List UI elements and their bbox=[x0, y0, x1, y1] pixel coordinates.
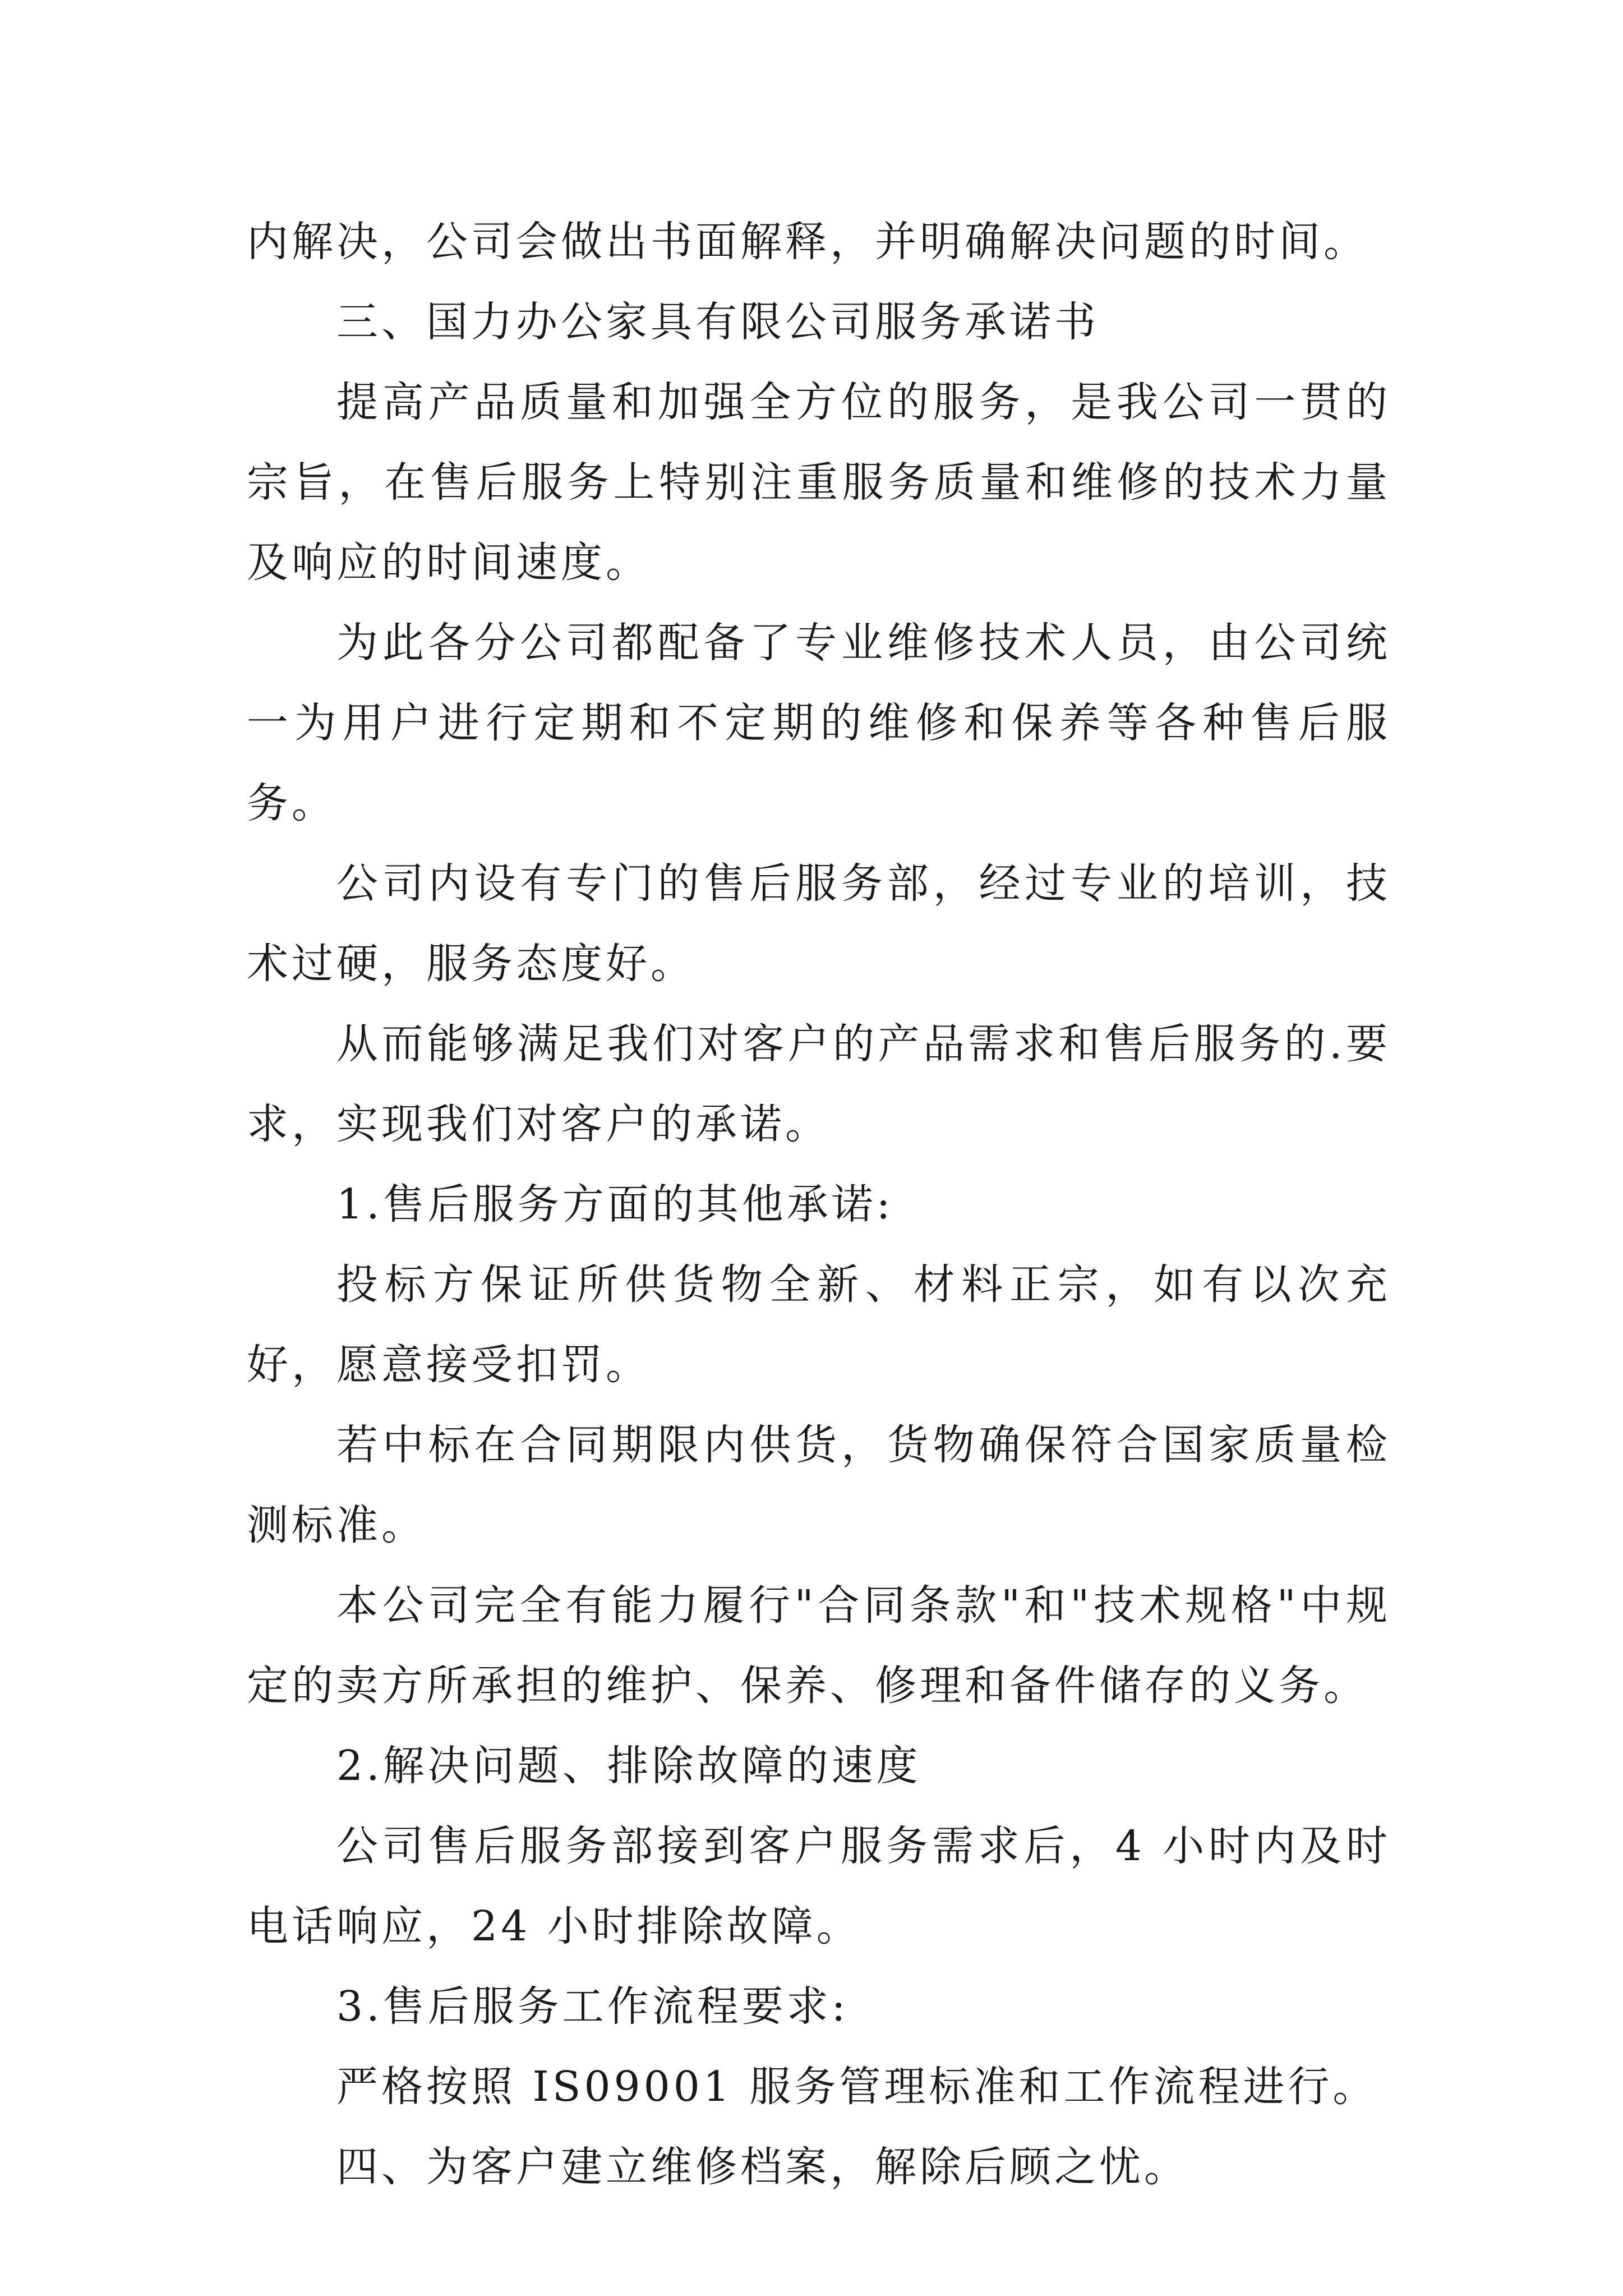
subheading-troubleshooting-speed: 2.解决问题、排除故障的速度 bbox=[336, 1742, 921, 1790]
paragraph-iso-standard: 严格按照 IS09001 服务管理标准和工作流程进行。 bbox=[336, 2063, 1378, 2111]
paragraph-maintenance-staff: 为此各分公司都配备了专业维修技术人员，由公司统一为用户进行定期和不定期的维修和保养等各种售后服务。 bbox=[247, 619, 1391, 827]
paragraph-contract-obligations: 本公司完全有能力履行"合同条款"和"技术规格"中规定的卖方所承担的维护、保养、修理和备件储存的义务。 bbox=[247, 1581, 1391, 1710]
paragraph-continuation: 内解决，公司会做出书面解释，并明确解决问题的时间。 bbox=[247, 218, 1368, 266]
paragraph-goods-guarantee: 投标方保证所供货物全新、材料正宗，如有以次充好，愿意接受扣罚。 bbox=[247, 1260, 1391, 1389]
document-body bbox=[247, 202, 1391, 2207]
subheading-workflow-requirements: 3.售后服务工作流程要求: bbox=[336, 1982, 849, 2031]
section-heading-service-commitment: 三、国力办公家具有限公司服务承诺书 bbox=[336, 298, 1099, 346]
paragraph-customer-needs: 从而能够满足我们对客户的产品需求和售后服务的.要求，实现我们对客户的承诺。 bbox=[247, 1020, 1391, 1148]
paragraph-response-time: 公司售后服务部接到客户服务需求后，4 小时内及时电话响应，24 小时排除故障。 bbox=[247, 1822, 1391, 1950]
paragraph-quality-service: 提高产品质量和加强全方位的服务，是我公司一贯的宗旨，在售后服务上特别注重服务质量和维修的技术力量及响应的时间速度。 bbox=[247, 378, 1391, 587]
section-heading-maintenance-records: 四、为客户建立维修档案，解除后顾之忧。 bbox=[336, 2143, 1189, 2191]
paragraph-supply-standard: 若中标在合同期限内供货，货物确保符合国家质量检测标准。 bbox=[247, 1421, 1391, 1549]
subheading-other-commitments: 1.售后服务方面的其他承诺: bbox=[336, 1180, 894, 1228]
paragraph-after-sales-dept: 公司内设有专门的售后服务部，经过专业的培训，技术过硬，服务态度好。 bbox=[247, 859, 1391, 988]
